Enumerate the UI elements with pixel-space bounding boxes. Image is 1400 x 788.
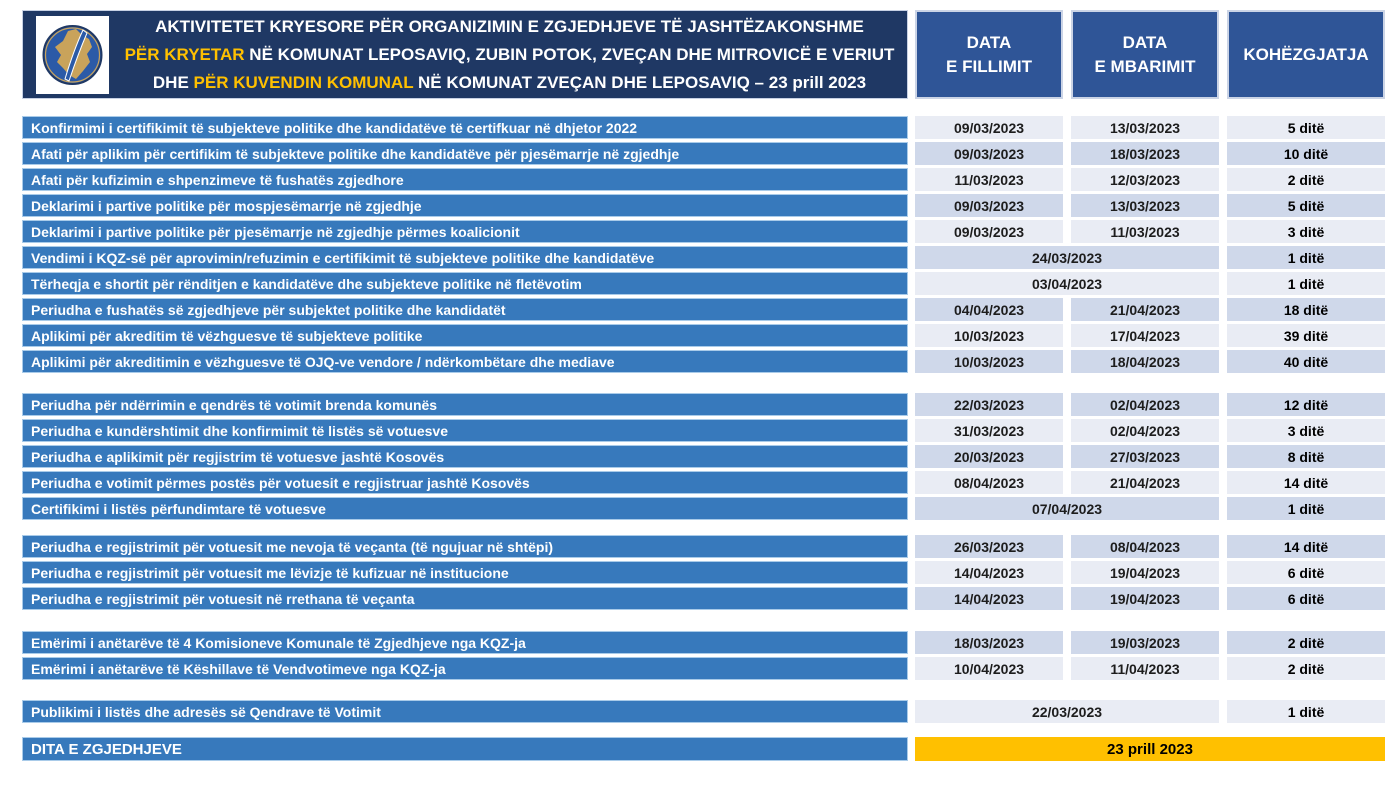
table-row	[22, 116, 1385, 139]
activity-label: Deklarimi i partive politike për mospjesëmarrje në zgjedhje	[22, 194, 908, 217]
duration-cell: 1 ditë	[1227, 497, 1385, 520]
activity-label: Emërimi i anëtarëve të 4 Komisioneve Komunale të Zgjedhjeve nga KQZ-ja	[22, 631, 908, 654]
title-line-2	[118, 41, 901, 69]
end-date-cell: 21/04/2023	[1071, 298, 1219, 321]
start-date-cell: 10/04/2023	[915, 657, 1063, 680]
duration-cell: 14 ditë	[1227, 471, 1385, 494]
start-date-cell: 11/03/2023	[915, 168, 1063, 191]
table-row	[22, 393, 1385, 416]
activity-group-2	[22, 393, 1385, 520]
start-date-header-line-2: E FILLIMIT	[946, 56, 1032, 76]
duration-cell: 40 ditë	[1227, 350, 1385, 373]
activity-label: Periudha e kundërshtimit dhe konfirmimit të listës së votuesve	[22, 419, 908, 442]
activity-label: Periudha e votimit përmes postës për votuesit e regjistruar jashtë Kosovës	[22, 471, 908, 494]
end-date-cell: 18/03/2023	[1071, 142, 1219, 165]
election-day-label: DITA E ZGJEDHJEVE	[22, 737, 908, 761]
activity-group-5	[22, 700, 1385, 723]
page-title	[118, 13, 907, 97]
end-date-cell: 02/04/2023	[1071, 419, 1219, 442]
start-date-cell: 10/03/2023	[915, 324, 1063, 347]
duration-cell: 1 ditë	[1227, 272, 1385, 295]
start-date-cell: 31/03/2023	[915, 419, 1063, 442]
duration-cell: 39 ditë	[1227, 324, 1385, 347]
duration-cell: 6 ditë	[1227, 561, 1385, 584]
start-date-cell: 09/03/2023	[915, 194, 1063, 217]
duration-cell: 2 ditë	[1227, 168, 1385, 191]
merged-date-cell: 24/03/2023	[915, 246, 1219, 269]
start-date-cell: 14/04/2023	[915, 587, 1063, 610]
end-date-cell: 18/04/2023	[1071, 350, 1219, 373]
end-date-cell: 13/03/2023	[1071, 194, 1219, 217]
table-row	[22, 324, 1385, 347]
kqz-logo	[36, 16, 109, 94]
duration-cell: 2 ditë	[1227, 631, 1385, 654]
start-date-cell: 10/03/2023	[915, 350, 1063, 373]
title-line-2-rest: NË KOMUNAT LEPOSAVIQ, ZUBIN POTOK, ZVEÇAN DHE MITROVICË E VERIUT	[244, 44, 895, 64]
start-date-cell: 09/03/2023	[915, 220, 1063, 243]
title-block	[22, 10, 908, 99]
table-row	[22, 445, 1385, 468]
duration-cell: 1 ditë	[1227, 700, 1385, 723]
duration-cell: 12 ditë	[1227, 393, 1385, 416]
column-header-start-date	[915, 10, 1063, 99]
end-date-cell: 21/04/2023	[1071, 471, 1219, 494]
end-date-cell: 19/03/2023	[1071, 631, 1219, 654]
activity-label: Konfirmimi i certifikimit të subjekteve politike dhe kandidatëve të certifkuar në dhjetor 2022	[22, 116, 908, 139]
end-date-header-line-1: DATA	[1122, 32, 1168, 52]
column-header-end-date	[1071, 10, 1219, 99]
activity-label: Periudha e fushatës së zgjedhjeve për subjektet politike dhe kandidatët	[22, 298, 908, 321]
end-date-cell: 08/04/2023	[1071, 535, 1219, 558]
title-highlight-kryetar: PËR KRYETAR	[124, 44, 245, 64]
start-date-cell: 18/03/2023	[915, 631, 1063, 654]
activity-group-4	[22, 631, 1385, 680]
table-row	[22, 246, 1385, 269]
activity-label: Emërimi i anëtarëve të Këshillave të Vendvotimeve nga KQZ-ja	[22, 657, 908, 680]
table-row	[22, 535, 1385, 558]
table-row	[22, 298, 1385, 321]
title-highlight-kuvendin: PËR KUVENDIN KOMUNAL	[193, 72, 414, 92]
election-day-row	[22, 737, 1385, 761]
title-line-3-prefix: DHE	[152, 72, 194, 92]
activities-table	[22, 116, 1385, 723]
merged-date-cell: 07/04/2023	[915, 497, 1219, 520]
election-day-date-cell: 23 prill 2023	[915, 737, 1385, 761]
activity-label: Periudha për ndërrimin e qendrës të votimit brenda komunës	[22, 393, 908, 416]
start-date-cell: 09/03/2023	[915, 142, 1063, 165]
activity-label: Afati për aplikim për certifikim të subjekteve politike dhe kandidatëve për pjesëmarrje në zgjedhje	[22, 142, 908, 165]
duration-cell: 5 ditë	[1227, 116, 1385, 139]
table-row	[22, 419, 1385, 442]
table-row	[22, 220, 1385, 243]
table-row	[22, 631, 1385, 654]
table-row	[22, 350, 1385, 373]
duration-cell: 1 ditë	[1227, 246, 1385, 269]
duration-cell: 6 ditë	[1227, 587, 1385, 610]
duration-header-label: KOHËZGJATJA	[1243, 44, 1369, 64]
activity-label: Certifikimi i listës përfundimtare të votuesve	[22, 497, 908, 520]
end-date-cell: 11/04/2023	[1071, 657, 1219, 680]
end-date-cell: 19/04/2023	[1071, 587, 1219, 610]
table-row	[22, 561, 1385, 584]
activity-label: Periudha e aplikimit për regjistrim të votuesve jashtë Kosovës	[22, 445, 908, 468]
start-date-cell: 26/03/2023	[915, 535, 1063, 558]
duration-cell: 2 ditë	[1227, 657, 1385, 680]
end-date-cell: 17/04/2023	[1071, 324, 1219, 347]
table-row	[22, 168, 1385, 191]
merged-date-cell: 03/04/2023	[915, 272, 1219, 295]
duration-cell: 5 ditë	[1227, 194, 1385, 217]
table-header	[22, 10, 1385, 99]
start-date-cell: 22/03/2023	[915, 393, 1063, 416]
title-line-1: AKTIVITETET KRYESORE PËR ORGANIZIMIN E ZGJEDHJEVE TË JASHTËZAKONSHME	[155, 16, 864, 36]
start-date-cell: 20/03/2023	[915, 445, 1063, 468]
duration-cell: 18 ditë	[1227, 298, 1385, 321]
duration-cell: 8 ditë	[1227, 445, 1385, 468]
end-date-cell: 19/04/2023	[1071, 561, 1219, 584]
activity-group-3	[22, 535, 1385, 610]
end-date-cell: 12/03/2023	[1071, 168, 1219, 191]
column-header-duration	[1227, 10, 1385, 99]
title-line-3	[118, 69, 901, 97]
table-row	[22, 700, 1385, 723]
activity-label: Periudha e regjistrimit për votuesit në rrethana të veçanta	[22, 587, 908, 610]
activity-label: Aplikimi për akreditimin e vëzhguesve të OJQ-ve vendore / ndërkombëtare dhe mediave	[22, 350, 908, 373]
table-row	[22, 471, 1385, 494]
title-line-3-rest: NË KOMUNAT ZVEÇAN DHE LEPOSAVIQ – 23 prill 2023	[413, 72, 867, 92]
start-date-header-line-1: DATA	[966, 32, 1012, 52]
end-date-cell: 27/03/2023	[1071, 445, 1219, 468]
kosovo-election-commission-icon	[41, 21, 104, 89]
table-row	[22, 194, 1385, 217]
start-date-cell: 08/04/2023	[915, 471, 1063, 494]
start-date-cell: 09/03/2023	[915, 116, 1063, 139]
table-row	[22, 142, 1385, 165]
duration-cell: 3 ditë	[1227, 220, 1385, 243]
table-row	[22, 657, 1385, 680]
activity-label: Tërheqja e shortit për rënditjen e kandidatëve dhe subjekteve politike në fletëvotim	[22, 272, 908, 295]
table-row	[22, 497, 1385, 520]
end-date-cell: 13/03/2023	[1071, 116, 1219, 139]
end-date-cell: 11/03/2023	[1071, 220, 1219, 243]
end-date-cell: 02/04/2023	[1071, 393, 1219, 416]
duration-cell: 10 ditë	[1227, 142, 1385, 165]
activity-group-1	[22, 116, 1385, 373]
activity-label: Periudha e regjistrimit për votuesit me nevoja të veçanta (të ngujuar në shtëpi)	[22, 535, 908, 558]
duration-cell: 14 ditë	[1227, 535, 1385, 558]
activity-label: Vendimi i KQZ-së për aprovimin/refuzimin e certifikimit të subjekteve politike dhe kandidatëve	[22, 246, 908, 269]
activity-label: Publikimi i listës dhe adresës së Qendrave të Votimit	[22, 700, 908, 723]
activity-label: Deklarimi i partive politike për pjesëmarrje në zgjedhje përmes koalicionit	[22, 220, 908, 243]
activity-label: Afati për kufizimin e shpenzimeve të fushatës zgjedhore	[22, 168, 908, 191]
activity-label: Periudha e regjistrimit për votuesit me lëvizje të kufizuar në institucione	[22, 561, 908, 584]
start-date-cell: 04/04/2023	[915, 298, 1063, 321]
duration-cell: 3 ditë	[1227, 419, 1385, 442]
merged-date-cell: 22/03/2023	[915, 700, 1219, 723]
start-date-cell: 14/04/2023	[915, 561, 1063, 584]
activity-label: Aplikimi për akreditim të vëzhguesve të subjekteve politike	[22, 324, 908, 347]
table-row	[22, 272, 1385, 295]
end-date-header-line-2: E MBARIMIT	[1094, 56, 1196, 76]
table-row	[22, 587, 1385, 610]
